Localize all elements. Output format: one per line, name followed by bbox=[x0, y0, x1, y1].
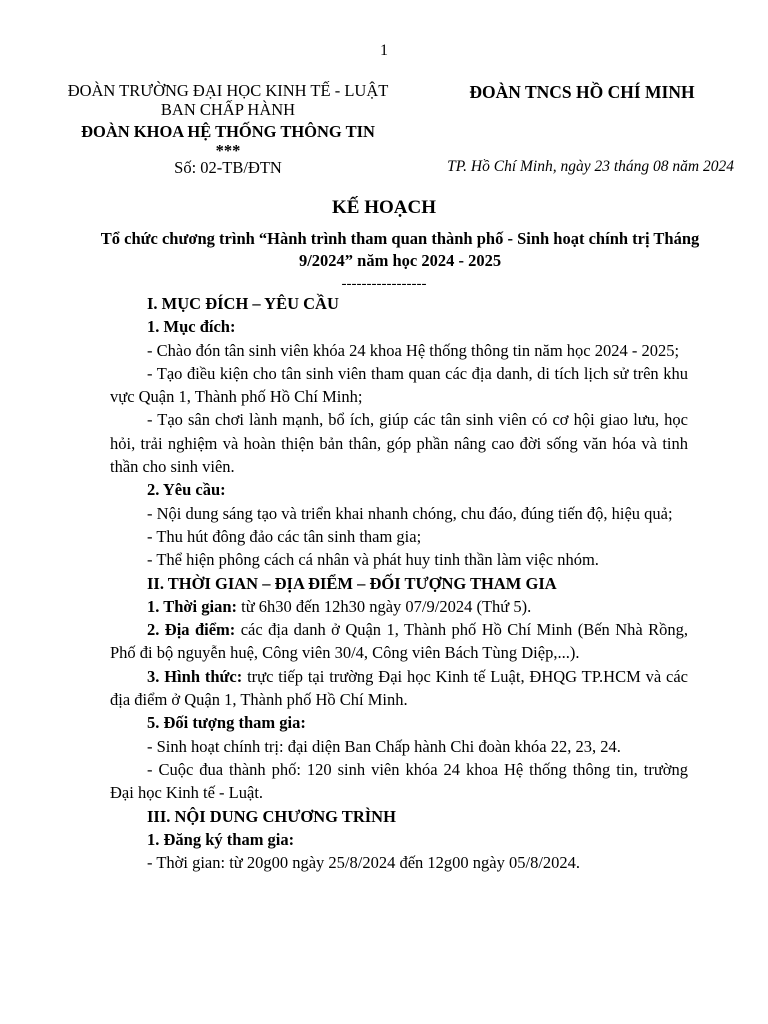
document-body bbox=[110, 292, 688, 874]
form-label: 3. Hình thức: bbox=[147, 666, 243, 686]
time-label: 1. Thời gian: bbox=[147, 596, 237, 616]
requirement-item: - Thể hiện phông cách cá nhân và phát huy tinh thần làm việc nhóm. bbox=[147, 550, 599, 570]
form-paragraph bbox=[110, 665, 688, 712]
requirement-item: - Nội dung sáng tạo và triển khai nhanh chóng, chu đáo, đúng tiến độ, hiệu quả; bbox=[147, 503, 673, 523]
registration-item: - Thời gian: từ 20g00 ngày 25/8/2024 đến 12g00 ngày 05/8/2024. bbox=[147, 853, 581, 873]
purpose-heading: 1. Mục đích: bbox=[147, 317, 236, 337]
form-text: trực tiếp tại trường Đại học Kinh tế Luật, ĐHQG TP.HCM và các địa điểm ở Quận 1, Thành phố Hồ Chí Minh. bbox=[110, 666, 688, 710]
section-1-heading: I. MỤC ĐÍCH – YÊU CẦU bbox=[147, 294, 339, 313]
target-item: - Cuộc đua thành phố: 120 sinh viên khóa 24 khoa Hệ thống thông tin, trường Đại học Kinh tế - Luật. bbox=[110, 759, 688, 803]
page-number: 1 bbox=[380, 42, 388, 59]
registration-heading: 1. Đăng ký tham gia: bbox=[147, 829, 295, 849]
issuer-stars: *** bbox=[215, 141, 241, 160]
section-2-heading: II. THỜI GIAN – ĐỊA ĐIỂM – ĐỐI TƯỢNG THAM GIA bbox=[147, 573, 557, 593]
document-date: TP. Hồ Chí Minh, ngày 23 tháng 08 năm 2024 bbox=[447, 158, 734, 175]
org-name: ĐOÀN TNCS HỒ CHÍ MINH bbox=[469, 82, 695, 102]
issuer-line-2: BAN CHẤP HÀNH bbox=[160, 100, 296, 119]
section-3-heading: III. NỘI DUNG CHƯƠNG TRÌNH bbox=[147, 806, 396, 826]
place-paragraph bbox=[110, 618, 688, 665]
purpose-item: - Tạo sân chơi lành mạnh, bổ ích, giúp các tân sinh viên có cơ hội giao lưu, học hỏi, trải nghiệm và hoàn thiện bản thân, góp phần nâng cao đời sống văn hóa và tinh thần cho sinh viên. bbox=[110, 410, 688, 477]
place-text: các địa danh ở Quận 1, Thành phố Hồ Chí Minh (Bến Nhà Rồng, Phố đi bộ nguyễn huệ, Công viên 30/4, Công viên Bách Tùng Diệp,...). bbox=[110, 620, 688, 663]
document-title: KẾ HOẠCH bbox=[332, 197, 436, 218]
purpose-item: - Tạo điều kiện cho tân sinh viên tham quan các địa danh, di tích lịch sử trên khu vực Quận 1, Thành phố Hồ Chí Minh; bbox=[110, 363, 688, 407]
target-item: - Sinh hoạt chính trị: đại diện Ban Chấp hành Chi đoàn khóa 22, 23, 24. bbox=[147, 736, 621, 756]
time-text: từ 6h30 đến 12h30 ngày 07/9/2024 (Thứ 5). bbox=[237, 596, 532, 616]
separator: ----------------- bbox=[341, 276, 427, 292]
document-number: Số: 02-TB/ĐTN bbox=[174, 158, 282, 177]
purpose-item: - Chào đón tân sinh viên khóa 24 khoa Hệ thống thông tin năm học 2024 - 2025; bbox=[147, 340, 680, 360]
requirements-heading: 2. Yêu cầu: bbox=[147, 480, 226, 500]
issuer-block bbox=[40, 81, 416, 160]
requirement-item: - Thu hút đông đảo các tân sinh tham gia; bbox=[147, 526, 422, 546]
time-paragraph bbox=[110, 595, 688, 618]
document-subtitle: Tổ chức chương trình “Hành trình tham quan thành phố - Sinh hoạt chính trị Tháng 9/2024” năm học 2024 - 2025 bbox=[100, 229, 700, 270]
place-label: 2. Địa điểm: bbox=[147, 620, 236, 640]
target-heading: 5. Đối tượng tham gia: bbox=[147, 713, 306, 733]
issuer-line-1: ĐOÀN TRƯỜNG ĐẠI HỌC KINH TẾ - LUẬT bbox=[67, 81, 389, 100]
issuer-line-3: ĐOÀN KHOA HỆ THỐNG THÔNG TIN bbox=[81, 122, 375, 141]
